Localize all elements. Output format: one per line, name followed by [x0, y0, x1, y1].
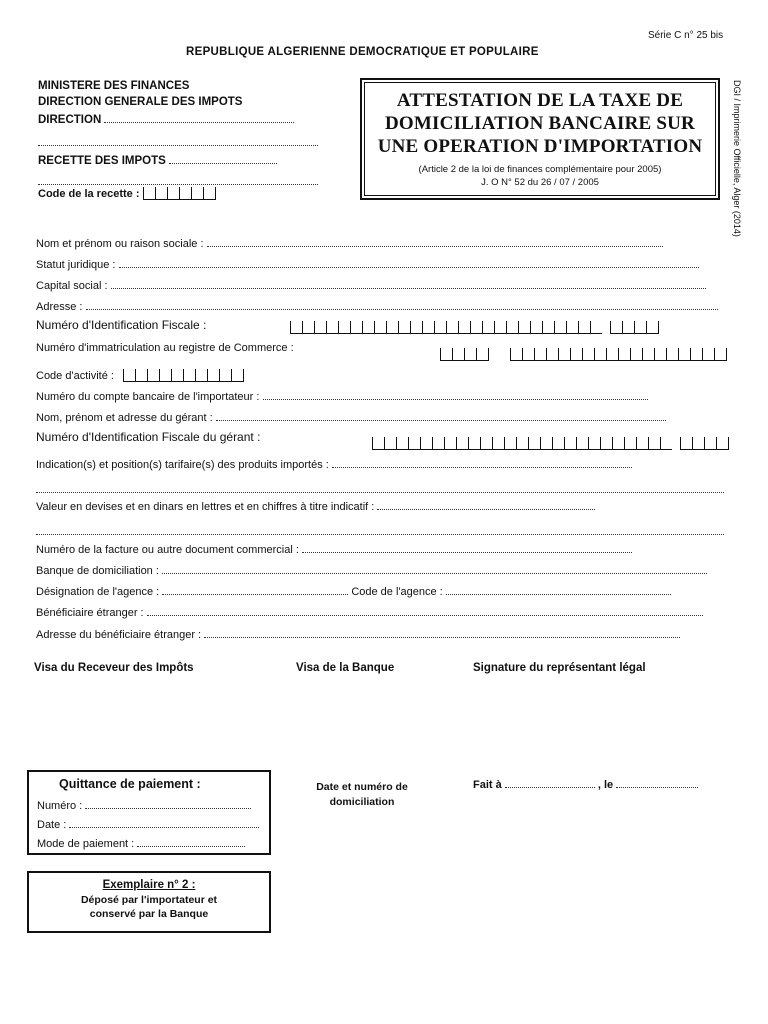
tarif-row — [36, 457, 632, 471]
nif-gerant-label: Numéro d'Identification Fiscale du gérant : — [36, 430, 261, 444]
nom-field[interactable] — [207, 236, 663, 247]
quittance-numero-label: Numéro : — [37, 800, 83, 812]
direction-row — [38, 112, 294, 126]
code-recette-row — [38, 186, 216, 200]
compte-field[interactable] — [263, 389, 648, 400]
statut-row — [36, 257, 699, 271]
gerant-field[interactable] — [216, 410, 666, 421]
title-jo: J. O N° 52 du 26 / 07 / 2005 — [481, 177, 599, 188]
fait-a-label: Fait à — [473, 779, 502, 791]
adresse-benef-label: Adresse du bénéficiaire étranger : — [36, 629, 202, 641]
activite-label: Code d'activité : — [36, 370, 114, 382]
adresse-benef-field[interactable] — [204, 627, 680, 638]
quittance-date-field[interactable] — [69, 817, 259, 828]
capital-row — [36, 278, 706, 292]
quittance-numero-field[interactable] — [85, 798, 251, 809]
valeur-line2[interactable] — [36, 522, 724, 540]
statut-field[interactable] — [119, 257, 699, 268]
visa-banque: Visa de la Banque — [296, 662, 395, 674]
rc-boxes-2[interactable] — [510, 343, 727, 361]
nif-boxes[interactable] — [290, 316, 659, 334]
nom-row — [36, 236, 663, 250]
adresse-label: Adresse : — [36, 301, 83, 313]
direction-label: DIRECTION — [38, 114, 102, 126]
quittance-numero-row — [37, 798, 251, 812]
exemplaire-box — [27, 871, 271, 933]
fait-a-field[interactable] — [505, 777, 595, 788]
gerant-row — [36, 410, 666, 424]
agence-row — [36, 584, 671, 598]
le-label: , le — [597, 779, 614, 791]
facture-row — [36, 542, 632, 556]
activite-row — [36, 368, 244, 382]
title-box — [360, 78, 720, 200]
beneficiaire-field[interactable] — [147, 605, 703, 616]
quittance-mode-row — [37, 836, 245, 850]
dgi-label: DIRECTION GENERALE DES IMPOTS — [38, 96, 243, 108]
adresse-field[interactable] — [86, 299, 718, 310]
statut-label: Statut juridique : — [36, 259, 116, 271]
adresse-benef-row — [36, 627, 680, 641]
gerant-label: Nom, prénom et adresse du gérant : — [36, 412, 213, 424]
facture-label: Numéro de la facture ou autre document commercial : — [36, 544, 299, 556]
date-domiciliation-line1: Date et numéro de — [316, 781, 408, 793]
rc-row — [36, 342, 294, 354]
valeur-field[interactable] — [377, 499, 595, 510]
nif-gerant-row — [36, 430, 260, 444]
quittance-date-row — [37, 817, 259, 831]
side-imprint: DGI / Imprimerie Officielle, Alger (2014) — [732, 80, 742, 237]
compte-row — [36, 389, 648, 403]
banque-row — [36, 563, 707, 577]
valeur-label: Valeur en devises et en dinars en lettres et en chiffres à titre indicatif : — [36, 501, 375, 513]
banque-field[interactable] — [162, 563, 707, 574]
quittance-box — [27, 770, 271, 855]
quittance-date-label: Date : — [37, 819, 67, 831]
banque-label: Banque de domiciliation : — [36, 565, 159, 577]
republic-header: REPUBLIQUE ALGERIENNE DEMOCRATIQUE ET POPULAIRE — [186, 46, 539, 58]
title-subtitle: (Article 2 de la loi de finances complémentaire pour 2005) — [418, 164, 662, 175]
valeur-row — [36, 499, 595, 513]
exemplaire-title: Exemplaire n° 2 : — [102, 879, 196, 891]
nif-label: Numéro d'Identification Fiscale : — [36, 318, 207, 332]
code-agence-field[interactable] — [446, 584, 671, 595]
date-domiciliation — [312, 781, 412, 808]
recette-label: RECETTE DES IMPOTS — [38, 155, 166, 167]
ministry-label: MINISTERE DES FINANCES — [38, 80, 190, 92]
exemplaire-line2: conservé par la Banque — [89, 908, 209, 920]
title-line-3: UNE OPERATION D'IMPORTATION — [377, 136, 703, 157]
direction-line2[interactable] — [38, 133, 318, 151]
facture-field[interactable] — [302, 542, 632, 553]
recette-row — [38, 153, 277, 167]
code-recette-boxes[interactable] — [143, 186, 216, 200]
quittance-title: Quittance de paiement : — [59, 777, 201, 791]
activite-boxes[interactable] — [123, 368, 244, 382]
title-line-1: ATTESTATION DE LA TAXE DE — [396, 90, 684, 111]
nom-label: Nom et prénom ou raison sociale : — [36, 238, 204, 250]
compte-label: Numéro du compte bancaire de l'importateur : — [36, 391, 260, 403]
title-line-2: DOMICILIATION BANCAIRE SUR — [385, 113, 695, 134]
tarif-field[interactable] — [332, 457, 632, 468]
visa-receveur: Visa du Receveur des Impôts — [34, 662, 194, 674]
nif-row — [36, 318, 206, 332]
tarif-label: Indication(s) et position(s) tarifaire(s) des produits importés : — [36, 459, 329, 471]
capital-label: Capital social : — [36, 280, 108, 292]
serie-number: Série C n° 25 bis — [648, 30, 724, 41]
le-field[interactable] — [616, 777, 698, 788]
quittance-mode-field[interactable] — [137, 836, 245, 847]
tarif-line2[interactable] — [36, 480, 724, 498]
rc-label: Numéro d'immatriculation au registre de Commerce : — [36, 342, 294, 354]
signature-representant: Signature du représentant légal — [473, 662, 646, 674]
agence-field[interactable] — [162, 584, 348, 595]
date-domiciliation-line2: domiciliation — [329, 796, 395, 808]
fait-a-row — [473, 777, 698, 791]
quittance-mode-label: Mode de paiement : — [37, 838, 135, 850]
code-recette-label: Code de la recette : — [38, 188, 140, 200]
adresse-row — [36, 299, 718, 313]
code-agence-label: Code de l'agence : — [351, 586, 443, 598]
beneficiaire-row — [36, 605, 703, 619]
rc-boxes-1[interactable] — [440, 343, 489, 361]
beneficiaire-label: Bénéficiaire étranger : — [36, 607, 144, 619]
exemplaire-line1: Déposé par l'importateur et — [80, 894, 218, 906]
direction-field[interactable] — [104, 112, 294, 123]
recette-field[interactable] — [169, 153, 277, 164]
agence-label: Désignation de l'agence : — [36, 586, 160, 598]
nif-gerant-boxes[interactable] — [372, 432, 729, 450]
capital-field[interactable] — [111, 278, 706, 289]
